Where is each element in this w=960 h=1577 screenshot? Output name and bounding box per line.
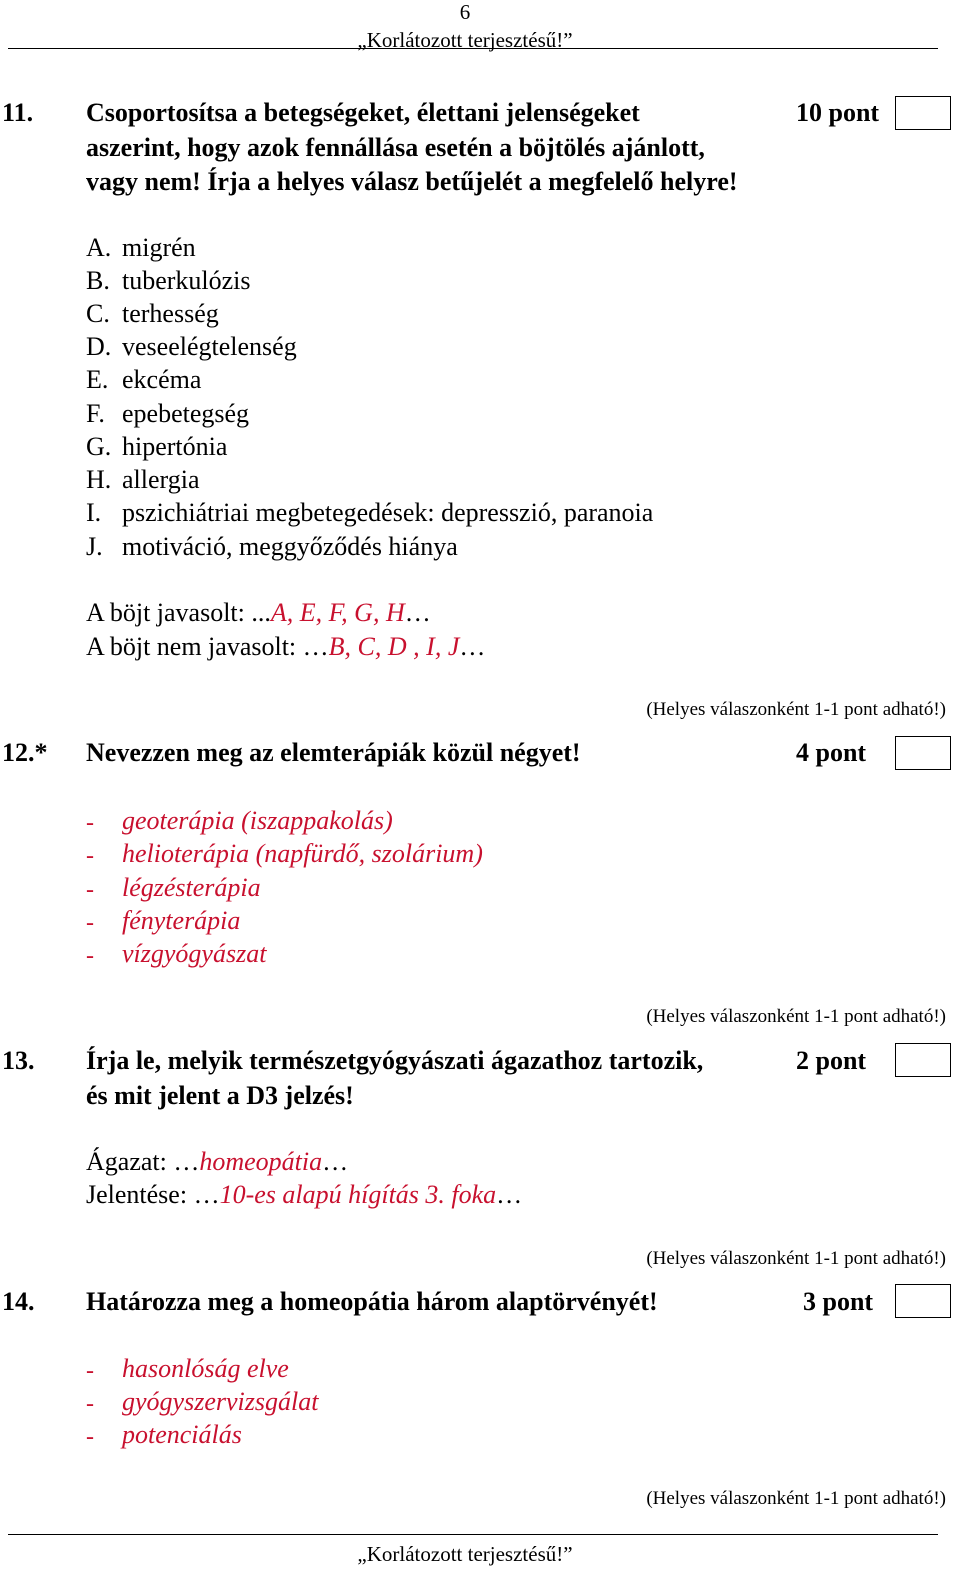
footer-restriction: „Korlátozott terjesztésű!” [357, 1542, 573, 1566]
q11-option: I. pszichiátriai megbetegedések: depresszió, paranoia [86, 498, 654, 527]
q11-option: G. hipertónia [86, 432, 228, 461]
list-bullet: - [86, 843, 94, 869]
list-bullet: - [86, 910, 94, 936]
q13-number: 13. [2, 1046, 35, 1075]
q13-meaning: Jelentése: …10-es alapú hígítás 3. foka… [86, 1180, 523, 1209]
list-bullet: - [86, 1424, 94, 1450]
q11-line1: Csoportosítsa a betegségeket, élettani jelenségeket [86, 98, 640, 127]
q11-fasting-recommended: A böjt javasolt: ...A, E, F, G, H… [86, 598, 431, 627]
q11-no-answer: B, C, D , I, J [328, 632, 460, 661]
q13-meaning-answer: 10-es alapú hígítás 3. foka [219, 1180, 497, 1209]
q13-line2: és mit jelent a D3 jelzés! [86, 1081, 354, 1110]
q12-scoring-note: (Helyes válaszonként 1-1 pont adható!) [646, 1006, 946, 1027]
q13-points: 2 pont [796, 1046, 867, 1075]
q11-option: F. epebetegség [86, 399, 250, 428]
list-bullet: - [86, 1391, 94, 1417]
q11-option: B. tuberkulózis [86, 266, 251, 295]
q12-number: 12.* [2, 738, 48, 767]
q14-answer: gyógyszervizsgálat [122, 1387, 319, 1416]
list-bullet: - [86, 877, 94, 903]
q12-answer: fényterápia [122, 906, 241, 935]
list-bullet: - [86, 810, 94, 836]
q11-points: 10 pont [796, 98, 880, 127]
q13-branch: Ágazat: …homeopátia… [86, 1147, 349, 1176]
q11-fasting-not-recommended: A böjt nem javasolt: …B, C, D , I, J… [86, 632, 486, 661]
q12-score-box[interactable] [895, 736, 951, 770]
q11-option: D. veseelégtelenség [86, 332, 297, 361]
list-bullet: - [86, 1358, 94, 1384]
q11-option: C. terhesség [86, 299, 219, 328]
q12-answer: helioterápia (napfürdő, szolárium) [122, 839, 483, 868]
header-rule [8, 48, 938, 49]
q11-option: J. motiváció, meggyőződés hiánya [86, 532, 458, 561]
q11-number: 11. [2, 98, 34, 127]
q11-option: E. ekcéma [86, 365, 202, 394]
q14-title: Határozza meg a homeopátia három alaptörvényét! [86, 1287, 658, 1316]
q13-scoring-note: (Helyes válaszonként 1-1 pont adható!) [646, 1248, 946, 1269]
q11-option: A. migrén [86, 233, 196, 262]
list-bullet: - [86, 943, 94, 969]
q14-number: 14. [2, 1287, 35, 1316]
q13-score-box[interactable] [895, 1043, 951, 1077]
q11-yes-answer: A, E, F, G, H [270, 598, 405, 627]
q12-points: 4 pont [796, 738, 867, 767]
q11-line2: aszerint, hogy azok fennállása esetén a böjtölés ajánlott, [86, 133, 705, 162]
footer-rule [8, 1534, 938, 1535]
q11-scoring-note: (Helyes válaszonként 1-1 pont adható!) [646, 699, 946, 720]
page-number: 6 [459, 0, 471, 24]
q14-points: 3 pont [803, 1287, 874, 1316]
q11-line3: vagy nem! Írja a helyes válasz betűjelét a megfelelő helyre! [86, 167, 738, 196]
q11-option: H. allergia [86, 465, 200, 494]
q12-answer: vízgyógyászat [122, 939, 267, 968]
header-restriction: „Korlátozott terjesztésű!” [357, 28, 573, 52]
q14-answer: hasonlóság elve [122, 1354, 289, 1383]
q14-scoring-note: (Helyes válaszonként 1-1 pont adható!) [646, 1488, 946, 1509]
q11-score-box[interactable] [895, 96, 951, 130]
q12-title: Nevezzen meg az elemterápiák közül négyet! [86, 738, 581, 767]
q12-answer: légzésterápia [122, 873, 261, 902]
q12-answer: geoterápia (iszappakolás) [122, 806, 393, 835]
q14-score-box[interactable] [895, 1284, 951, 1318]
q13-branch-answer: homeopátia [199, 1147, 323, 1176]
q13-line1: Írja le, melyik természetgyógyászati ágazathoz tartozik, [86, 1046, 704, 1075]
q14-answer: potenciálás [122, 1420, 242, 1449]
